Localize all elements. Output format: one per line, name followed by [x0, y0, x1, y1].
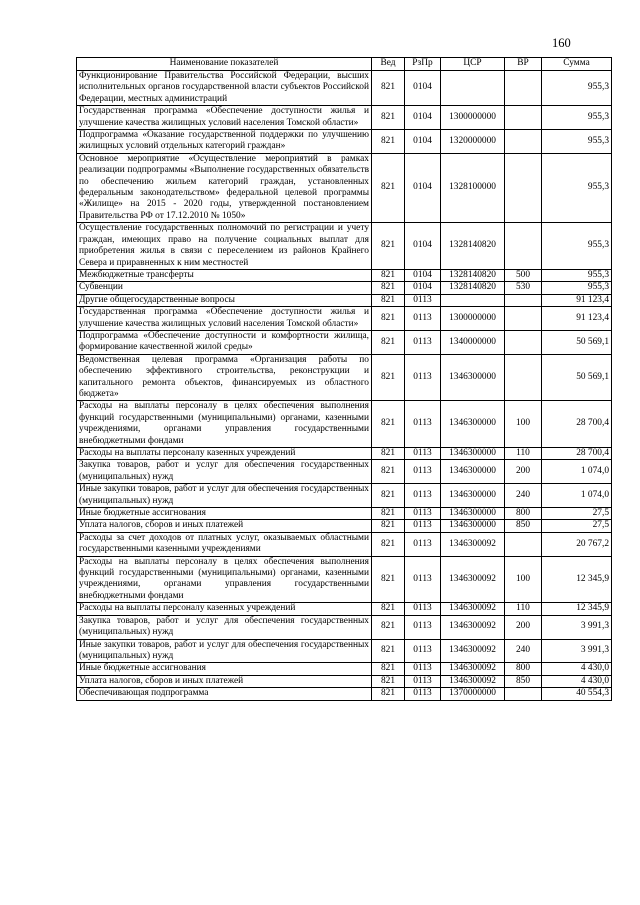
page-number: 160 — [552, 36, 571, 50]
cell-sum: 1 074,0 — [542, 484, 612, 508]
header-csr: ЦСР — [441, 58, 505, 71]
cell-sum: 955,3 — [542, 282, 612, 294]
cell-rzpr: 0113 — [405, 603, 441, 615]
table-row — [77, 532, 612, 556]
table-row — [77, 282, 612, 294]
cell-vr: 110 — [505, 603, 542, 615]
table-row — [77, 520, 612, 532]
cell-csr: 1328140820 — [441, 282, 505, 294]
cell-vr — [505, 223, 542, 270]
cell-csr: 1346300000 — [441, 520, 505, 532]
table-body — [77, 71, 612, 701]
cell-name: Межбюджетные трансферты — [77, 269, 372, 281]
cell-rzpr: 0104 — [405, 71, 441, 106]
cell-sum: 4 430,0 — [542, 675, 612, 687]
cell-sum: 955,3 — [542, 153, 612, 222]
cell-name: Расходы на выплаты персоналу в целях обеспечения выполнения функций государственными (муниципальными) органами, казенными учреждениями, органами управления государственными внебюджетными фондами — [77, 556, 372, 603]
cell-csr: 1328100000 — [441, 153, 505, 222]
cell-ved: 821 — [372, 130, 405, 154]
cell-csr — [441, 71, 505, 106]
cell-name: Обеспечивающая подпрограмма — [77, 688, 372, 700]
cell-csr — [441, 294, 505, 306]
table-row — [77, 330, 612, 354]
cell-ved: 821 — [372, 532, 405, 556]
cell-rzpr: 0113 — [405, 556, 441, 603]
cell-vr: 100 — [505, 556, 542, 603]
budget-table — [76, 57, 612, 701]
cell-rzpr: 0113 — [405, 615, 441, 639]
cell-vr — [505, 330, 542, 354]
cell-rzpr: 0113 — [405, 520, 441, 532]
cell-csr: 1346300092 — [441, 663, 505, 675]
cell-rzpr: 0104 — [405, 153, 441, 222]
cell-vr: 500 — [505, 269, 542, 281]
cell-sum: 50 569,1 — [542, 330, 612, 354]
cell-ved: 821 — [372, 282, 405, 294]
cell-name: Государственная программа «Обеспечение доступности жилья и улучшение качества жилищных условий населения Томской области» — [77, 106, 372, 130]
cell-ved: 821 — [372, 663, 405, 675]
cell-sum: 28 700,4 — [542, 448, 612, 460]
table-row — [77, 307, 612, 331]
cell-sum: 28 700,4 — [542, 401, 612, 448]
cell-vr — [505, 294, 542, 306]
cell-csr: 1346300000 — [441, 484, 505, 508]
cell-name: Функционирование Правительства Российской Федерации, высших исполнительных органов государственной власти субъектов Российской Федерации, местных администраций — [77, 71, 372, 106]
cell-sum: 955,3 — [542, 71, 612, 106]
header-ved: Вед — [372, 58, 405, 71]
cell-name: Другие общегосударственные вопросы — [77, 294, 372, 306]
cell-vr — [505, 130, 542, 154]
header-sum: Сумма — [542, 58, 612, 71]
table-row — [77, 269, 612, 281]
cell-ved: 821 — [372, 354, 405, 401]
cell-ved: 821 — [372, 675, 405, 687]
cell-rzpr: 0113 — [405, 354, 441, 401]
cell-name: Иные закупки товаров, работ и услуг для обеспечения государственных (муниципальных) нужд — [77, 484, 372, 508]
table-row — [77, 448, 612, 460]
table-row — [77, 688, 612, 700]
cell-sum: 3 991,3 — [542, 639, 612, 663]
cell-csr: 1320000000 — [441, 130, 505, 154]
cell-ved: 821 — [372, 484, 405, 508]
table-row — [77, 153, 612, 222]
cell-ved: 821 — [372, 448, 405, 460]
cell-name: Субвенции — [77, 282, 372, 294]
table-row — [77, 639, 612, 663]
cell-rzpr: 0104 — [405, 106, 441, 130]
cell-sum: 27,5 — [542, 508, 612, 520]
cell-csr: 1346300000 — [441, 354, 505, 401]
cell-vr — [505, 307, 542, 331]
cell-sum: 91 123,4 — [542, 294, 612, 306]
cell-name: Осуществление государственных полномочий по регистрации и учету граждан, имеющих право на получение социальных выплат для приобретения жилья в связи с переселением из районов Крайнего Севера и приравненных к ним местностей — [77, 223, 372, 270]
cell-csr: 1346300000 — [441, 401, 505, 448]
cell-sum: 955,3 — [542, 130, 612, 154]
cell-rzpr: 0113 — [405, 663, 441, 675]
cell-name: Расходы на выплаты персоналу в целях обеспечения выполнения функций государственными (муниципальными) органами, казенными учреждениями, органами управления государственными внебюджетными фондами — [77, 401, 372, 448]
cell-name: Закупка товаров, работ и услуг для обеспечения государственных (муниципальных) нужд — [77, 460, 372, 484]
cell-vr: 800 — [505, 663, 542, 675]
cell-rzpr: 0113 — [405, 484, 441, 508]
cell-rzpr: 0113 — [405, 508, 441, 520]
cell-csr: 1346300092 — [441, 556, 505, 603]
cell-name: Расходы на выплаты персоналу казенных учреждений — [77, 448, 372, 460]
cell-ved: 821 — [372, 71, 405, 106]
cell-name: Уплата налогов, сборов и иных платежей — [77, 675, 372, 687]
cell-vr — [505, 71, 542, 106]
cell-csr: 1328140820 — [441, 269, 505, 281]
cell-vr — [505, 688, 542, 700]
cell-rzpr: 0113 — [405, 294, 441, 306]
cell-name: Закупка товаров, работ и услуг для обеспечения государственных (муниципальных) нужд — [77, 615, 372, 639]
table-row — [77, 401, 612, 448]
cell-sum: 1 074,0 — [542, 460, 612, 484]
cell-name: Расходы за счет доходов от платных услуг, оказываемых областными государственными казенными учреждениями — [77, 532, 372, 556]
cell-sum: 50 569,1 — [542, 354, 612, 401]
cell-csr: 1370000000 — [441, 688, 505, 700]
cell-name: Подпрограмма «Обеспечение доступности и комфортности жилища, формирование качественной жилой среды» — [77, 330, 372, 354]
cell-vr: 850 — [505, 520, 542, 532]
cell-csr: 1328140820 — [441, 223, 505, 270]
cell-rzpr: 0113 — [405, 460, 441, 484]
cell-name: Уплата налогов, сборов и иных платежей — [77, 520, 372, 532]
cell-csr: 1346300092 — [441, 603, 505, 615]
cell-sum: 955,3 — [542, 223, 612, 270]
cell-vr: 200 — [505, 460, 542, 484]
cell-rzpr: 0104 — [405, 223, 441, 270]
cell-csr: 1346300092 — [441, 615, 505, 639]
table-header-row — [77, 58, 612, 71]
table-row — [77, 223, 612, 270]
cell-csr: 1340000000 — [441, 330, 505, 354]
cell-sum: 91 123,4 — [542, 307, 612, 331]
cell-rzpr: 0113 — [405, 688, 441, 700]
table-row — [77, 130, 612, 154]
cell-csr: 1346300092 — [441, 675, 505, 687]
table-row — [77, 106, 612, 130]
cell-ved: 821 — [372, 460, 405, 484]
cell-sum: 27,5 — [542, 520, 612, 532]
table-row — [77, 508, 612, 520]
cell-vr — [505, 153, 542, 222]
cell-ved: 821 — [372, 639, 405, 663]
cell-vr: 100 — [505, 401, 542, 448]
cell-csr: 1300000000 — [441, 106, 505, 130]
cell-name: Ведомственная целевая программа «Организация работы по обеспечению эффективного строительства, реконструкции и капитального ремонта объектов, финансируемых из областного бюджета» — [77, 354, 372, 401]
cell-name: Основное мероприятие «Осуществление мероприятий в рамках реализации подпрограммы «Выполнение государственных обязательств по обеспечению жильем категорий граждан, установленных федеральным законодательством» федеральной целевой программы «Жилище» на 2015 - 2020 годы, утвержденной постановлением Правительства РФ от 17.12.2010 № 1050» — [77, 153, 372, 222]
table-row — [77, 556, 612, 603]
cell-rzpr: 0113 — [405, 307, 441, 331]
cell-vr: 240 — [505, 484, 542, 508]
cell-vr — [505, 532, 542, 556]
cell-sum: 4 430,0 — [542, 663, 612, 675]
cell-rzpr: 0113 — [405, 639, 441, 663]
cell-ved: 821 — [372, 294, 405, 306]
cell-csr: 1346300092 — [441, 532, 505, 556]
table-row — [77, 603, 612, 615]
cell-vr: 110 — [505, 448, 542, 460]
cell-ved: 821 — [372, 269, 405, 281]
cell-name: Подпрограмма «Оказание государственной поддержки по улучшению жилищных условий отдельных категорий граждан» — [77, 130, 372, 154]
cell-name: Государственная программа «Обеспечение доступности жилья и улучшение качества жилищных условий населения Томской области» — [77, 307, 372, 331]
cell-csr: 1346300000 — [441, 508, 505, 520]
table-row — [77, 663, 612, 675]
cell-vr: 200 — [505, 615, 542, 639]
cell-vr: 240 — [505, 639, 542, 663]
cell-sum: 20 767,2 — [542, 532, 612, 556]
cell-name: Иные бюджетные ассигнования — [77, 508, 372, 520]
cell-rzpr: 0113 — [405, 401, 441, 448]
header-vr: ВР — [505, 58, 542, 71]
table-row — [77, 294, 612, 306]
cell-rzpr: 0113 — [405, 330, 441, 354]
cell-name: Расходы на выплаты персоналу казенных учреждений — [77, 603, 372, 615]
cell-rzpr: 0113 — [405, 532, 441, 556]
cell-ved: 821 — [372, 556, 405, 603]
cell-sum: 40 554,3 — [542, 688, 612, 700]
cell-rzpr: 0104 — [405, 282, 441, 294]
cell-rzpr: 0104 — [405, 269, 441, 281]
cell-ved: 821 — [372, 603, 405, 615]
table-row — [77, 71, 612, 106]
cell-rzpr: 0113 — [405, 448, 441, 460]
cell-sum: 12 345,9 — [542, 603, 612, 615]
table-row — [77, 354, 612, 401]
header-name: Наименование показателей — [77, 58, 372, 71]
cell-vr: 800 — [505, 508, 542, 520]
table-row — [77, 675, 612, 687]
table-row — [77, 460, 612, 484]
cell-csr: 1300000000 — [441, 307, 505, 331]
cell-ved: 821 — [372, 223, 405, 270]
cell-vr — [505, 354, 542, 401]
cell-name: Иные закупки товаров, работ и услуг для обеспечения государственных (муниципальных) нужд — [77, 639, 372, 663]
header-rzpr: РзПр — [405, 58, 441, 71]
cell-ved: 821 — [372, 153, 405, 222]
table-row — [77, 615, 612, 639]
cell-rzpr: 0104 — [405, 130, 441, 154]
cell-csr: 1346300000 — [441, 448, 505, 460]
cell-ved: 821 — [372, 330, 405, 354]
cell-ved: 821 — [372, 688, 405, 700]
cell-csr: 1346300092 — [441, 639, 505, 663]
cell-sum: 3 991,3 — [542, 615, 612, 639]
cell-vr — [505, 106, 542, 130]
table-row — [77, 484, 612, 508]
cell-csr: 1346300000 — [441, 460, 505, 484]
cell-name: Иные бюджетные ассигнования — [77, 663, 372, 675]
cell-ved: 821 — [372, 307, 405, 331]
cell-sum: 955,3 — [542, 106, 612, 130]
cell-vr: 850 — [505, 675, 542, 687]
cell-ved: 821 — [372, 508, 405, 520]
cell-ved: 821 — [372, 520, 405, 532]
cell-sum: 955,3 — [542, 269, 612, 281]
cell-rzpr: 0113 — [405, 675, 441, 687]
cell-ved: 821 — [372, 615, 405, 639]
cell-sum: 12 345,9 — [542, 556, 612, 603]
cell-ved: 821 — [372, 106, 405, 130]
cell-ved: 821 — [372, 401, 405, 448]
cell-vr: 530 — [505, 282, 542, 294]
